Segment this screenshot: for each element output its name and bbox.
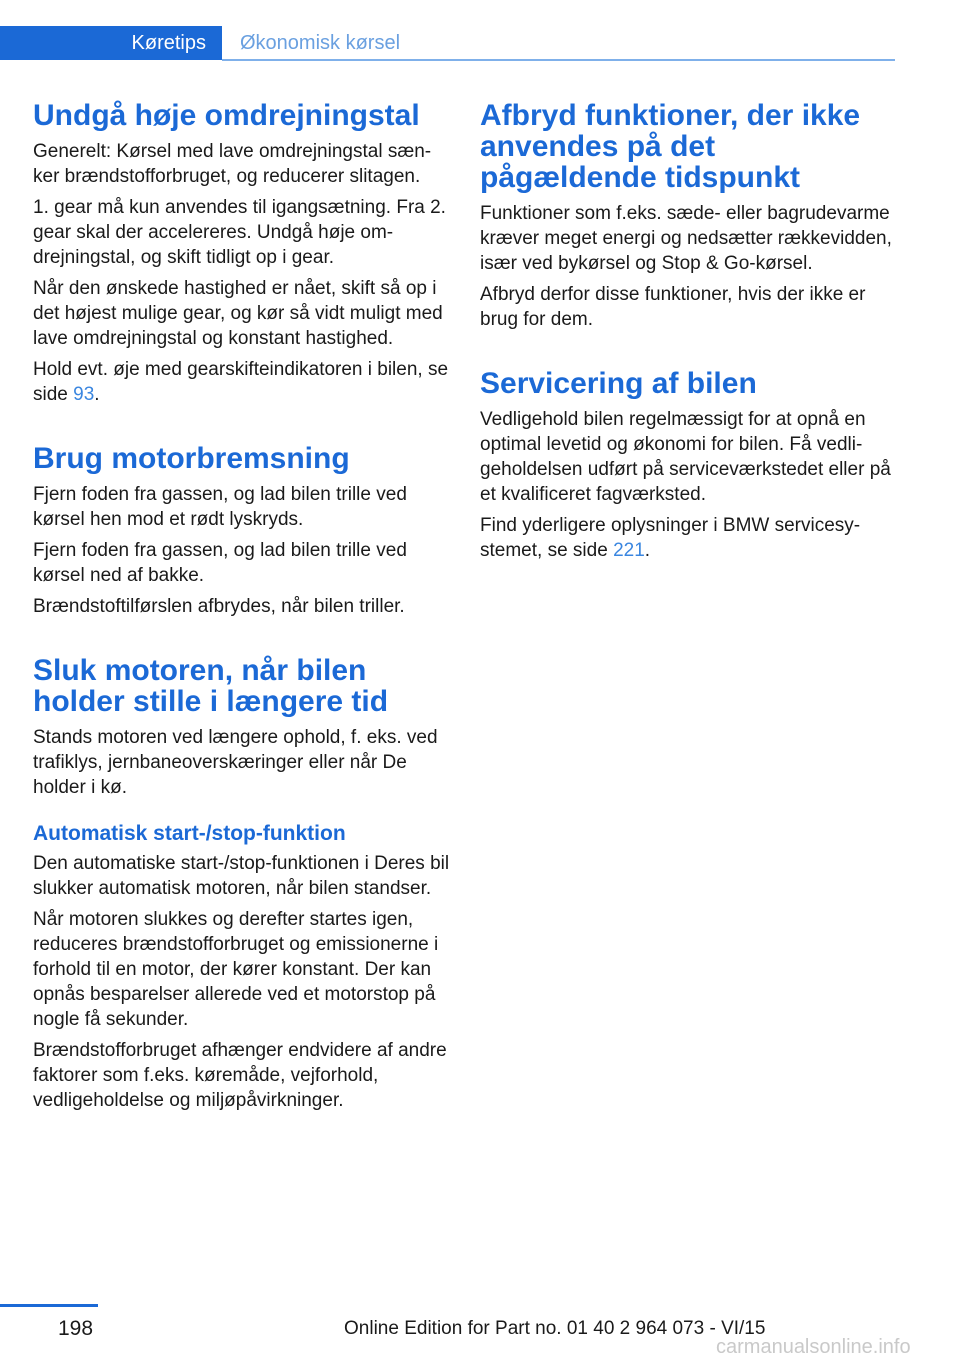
paragraph: Generelt: Kørsel med lave omdrejningstal sænker brændstofforbruget, og reducerer slitagen. bbox=[33, 141, 432, 187]
paragraph: Brændstoftilførslen afbrydes, når bilen triller. bbox=[33, 596, 405, 617]
page-link-93[interactable]: 93 bbox=[73, 384, 95, 405]
tab-koretips[interactable] bbox=[0, 26, 222, 60]
paragraph: Når den ønskede hastighed er nået, skift så op i det højest mulige gear, og kør så vidt muligt med lave omdrejningstal og konstant hastighed. bbox=[33, 278, 443, 349]
subheading-automatisk-start-stop: Automatisk start-/stop-funktion bbox=[33, 822, 346, 845]
paragraph: Fjern foden fra gassen, og lad bilen trille ved kørsel ned af bakke. bbox=[33, 540, 407, 586]
tab-koretips-label: Køretips bbox=[131, 31, 206, 54]
tab-okonomisk-korsel-label: Økonomisk kørsel bbox=[240, 31, 401, 54]
paragraph bbox=[33, 357, 451, 407]
tab-okonomisk-korsel[interactable] bbox=[222, 26, 400, 60]
paragraph: Den automatiske start-/stop-funktionen i Deres bil slukker automatisk motoren, når bilen standser. bbox=[33, 853, 450, 899]
paragraph-text: Find yderligere oplysninger i BMW servicesystemet, se side bbox=[480, 515, 861, 561]
header-divider bbox=[222, 59, 895, 61]
paragraph: Brændstofforbruget afhænger endvidere af andre faktorer som f.eks. køremåde, vejforhold, vedligeholdelse og miljøpåvirkninger. bbox=[33, 1040, 447, 1111]
header-bar bbox=[0, 26, 895, 60]
page-number: 198 bbox=[58, 1317, 94, 1340]
paragraph: Fjern foden fra gassen, og lad bilen trille ved kørsel hen mod et rødt lyskryds. bbox=[33, 484, 407, 530]
paragraph bbox=[480, 513, 898, 563]
heading-afbryd-funktioner: Afbryd funktioner, der ikke anvendes på det pågældende tidspunkt bbox=[480, 99, 861, 194]
paragraph-text: Hold evt. øje med gearskifteindikatoren i bilen, se side bbox=[33, 359, 449, 405]
paragraph: Vedligehold bilen regelmæssigt for at opnå en optimal levetid og økonomi for bilen. Få vedligeholdelsen udført på serviceværkstedet eller på et kvalificeret fagværksted. bbox=[480, 409, 891, 505]
heading-servicering-af-bilen: Servicering af bilen bbox=[480, 367, 757, 400]
paragraph: Afbryd derfor disse funktioner, hvis der ikke er brug for dem. bbox=[480, 284, 866, 330]
footer-accent-line bbox=[0, 1304, 98, 1307]
edition-text: Online Edition for Part no. 01 40 2 964 073 - VI/15 bbox=[344, 1318, 766, 1339]
paragraph: Når motoren slukkes og derefter startes igen, reduceres brændstofforbruget og emissionerne i forhold til en motor, der kører konstant. Der kan opnås besparelser allerede ved et motorstop på nogle få sekunder. bbox=[33, 909, 439, 1030]
left-column bbox=[33, 100, 451, 1113]
heading-sluk-motoren: Sluk motoren, når bilen holder stille i længere tid bbox=[33, 654, 389, 718]
heading-brug-motorbremsning: Brug motorbremsning bbox=[33, 442, 350, 475]
paragraph: Stands motoren ved længere ophold, f. eks. ved trafiklys, jernbaneoverskæringer eller når De holder i kø. bbox=[33, 727, 438, 798]
paragraph: 1. gear må kun anvendes til igangsætning. Fra 2. gear skal der accelereres. Undgå høje omdrejningstal, og skift tidligt op i gear. bbox=[33, 197, 446, 268]
watermark: carmanualsonline.info bbox=[716, 1336, 911, 1358]
page-link-221[interactable]: 221 bbox=[613, 540, 645, 561]
paragraph: Funktioner som f.eks. sæde- eller bagrudevarme kræver meget energi og nedsætter rækkevidden, især ved bykørsel og Stop & Go-kørsel. bbox=[480, 203, 892, 274]
paragraph-end: . bbox=[94, 384, 100, 405]
right-column bbox=[480, 100, 898, 563]
paragraph-end: . bbox=[644, 540, 651, 561]
heading-undga-hoje-omdrejningstal: Undgå høje omdrejningstal bbox=[33, 99, 420, 132]
